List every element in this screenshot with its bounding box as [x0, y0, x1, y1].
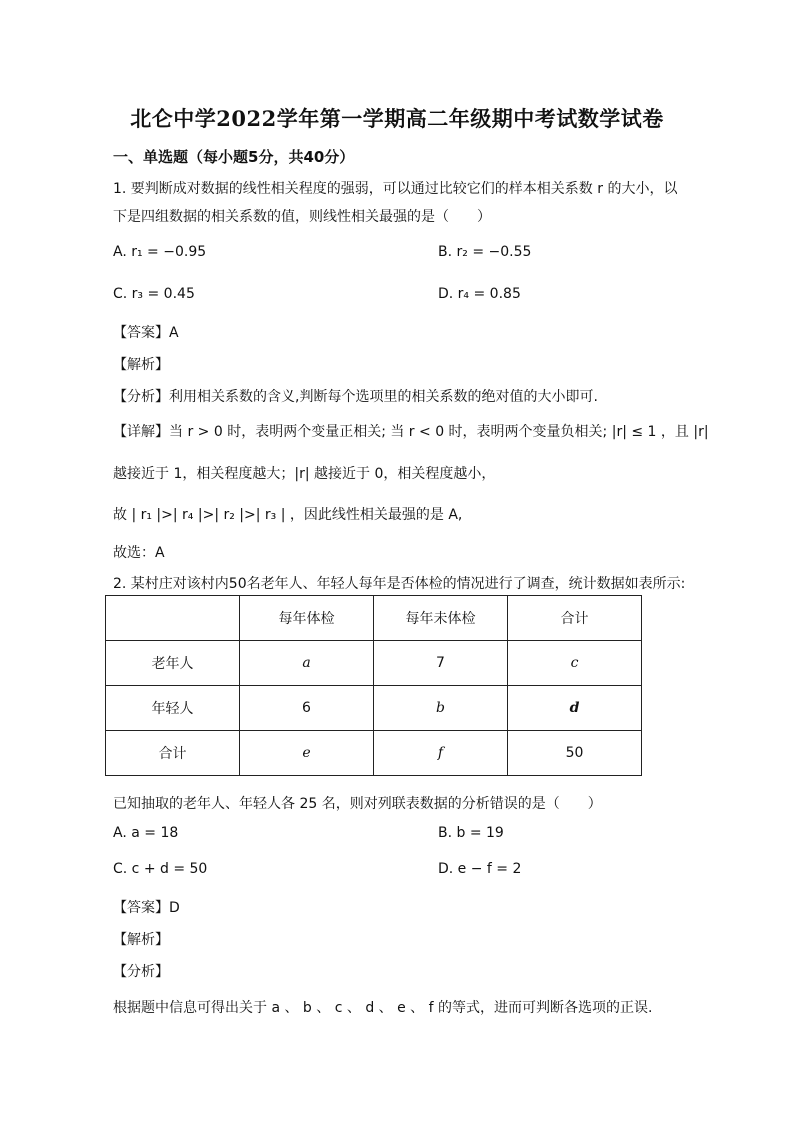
q2-after-table: 已知抽取的老年人、年轻人各 25 名，则对列联表数据的分析错误的是（ ） [113, 796, 602, 812]
table-cell: 7 [374, 641, 508, 686]
q1-stem-line1: 1. 要判断成对数据的线性相关程度的强弱，可以通过比较它们的样本相关系数 r 的大小，以 [113, 181, 678, 197]
table-cell [106, 596, 240, 641]
table-cell: e [240, 731, 374, 776]
q1-option-b: B. r₂ = −0.55 [438, 244, 532, 260]
q1-detail-line1: 【详解】当 r > 0 时，表明两个变量正相关; 当 r < 0 时，表明两个变量负相关; |r| ≤ 1 ，且 |r| [113, 424, 709, 440]
table-cell: 老年人 [106, 641, 240, 686]
q1-stem-line2: 下是四组数据的相关系数的值，则线性相关最强的是（ ） [113, 209, 491, 225]
q1-option-d: D. r₄ = 0.85 [438, 286, 521, 302]
section-heading: 一、单选题（每小题5分，共40分） [113, 148, 355, 166]
table-cell: b [374, 686, 508, 731]
table-row [106, 731, 642, 776]
table-row [106, 686, 642, 731]
table-cell: a [240, 641, 374, 686]
table-cell: 合计 [106, 731, 240, 776]
q1-choose: 故选：A [113, 545, 165, 561]
table-cell: 50 [508, 731, 642, 776]
q1-fenxi: 【分析】利用相关系数的含义,判断每个选项里的相关系数的绝对值的大小即可. [113, 389, 598, 405]
q2-fenxi-tag: 【分析】 [113, 964, 169, 980]
contingency-table [105, 595, 642, 776]
table-cell: 6 [240, 686, 374, 731]
q2-option-b: B. b = 19 [438, 825, 504, 841]
table-cell: 每年未体检 [374, 596, 508, 641]
table-row [106, 641, 642, 686]
table-cell: 合计 [508, 596, 642, 641]
q1-option-a: A. r₁ = −0.95 [113, 244, 207, 260]
q2-option-a: A. a = 18 [113, 825, 179, 841]
table-cell: f [374, 731, 508, 776]
q2-option-d: D. e − f = 2 [438, 861, 522, 877]
table-cell: 每年体检 [240, 596, 374, 641]
q1-analysis-tag: 【解析】 [113, 357, 169, 373]
exam-title: 北仑中学2022学年第一学期高二年级期中考试数学试卷 [130, 106, 664, 131]
q2-analysis-tag: 【解析】 [113, 932, 169, 948]
q2-option-c: C. c + d = 50 [113, 861, 208, 877]
q1-answer: 【答案】A [113, 325, 179, 341]
q1-option-c: C. r₃ = 0.45 [113, 286, 195, 302]
table-cell: 年轻人 [106, 686, 240, 731]
q2-stem: 2. 某村庄对该村内50名老年人、年轻人每年是否体检的情况进行了调查，统计数据如表所示: [113, 576, 686, 592]
table-cell: d [508, 686, 642, 731]
table-cell: c [508, 641, 642, 686]
q2-fenxi-text: 根据题中信息可得出关于 a 、 b 、 c 、 d 、 e 、 f 的等式，进而可判断各选项的正误. [113, 1000, 653, 1016]
table-header-row [106, 596, 642, 641]
q1-detail-line3: 故 | r₁ |>| r₄ |>| r₂ |>| r₃ | ，因此线性相关最强的是 A, [113, 507, 463, 523]
q2-answer: 【答案】D [113, 900, 180, 916]
q1-detail-line2: 越接近于 1，相关程度越大；|r| 越接近于 0，相关程度越小， [113, 466, 496, 482]
